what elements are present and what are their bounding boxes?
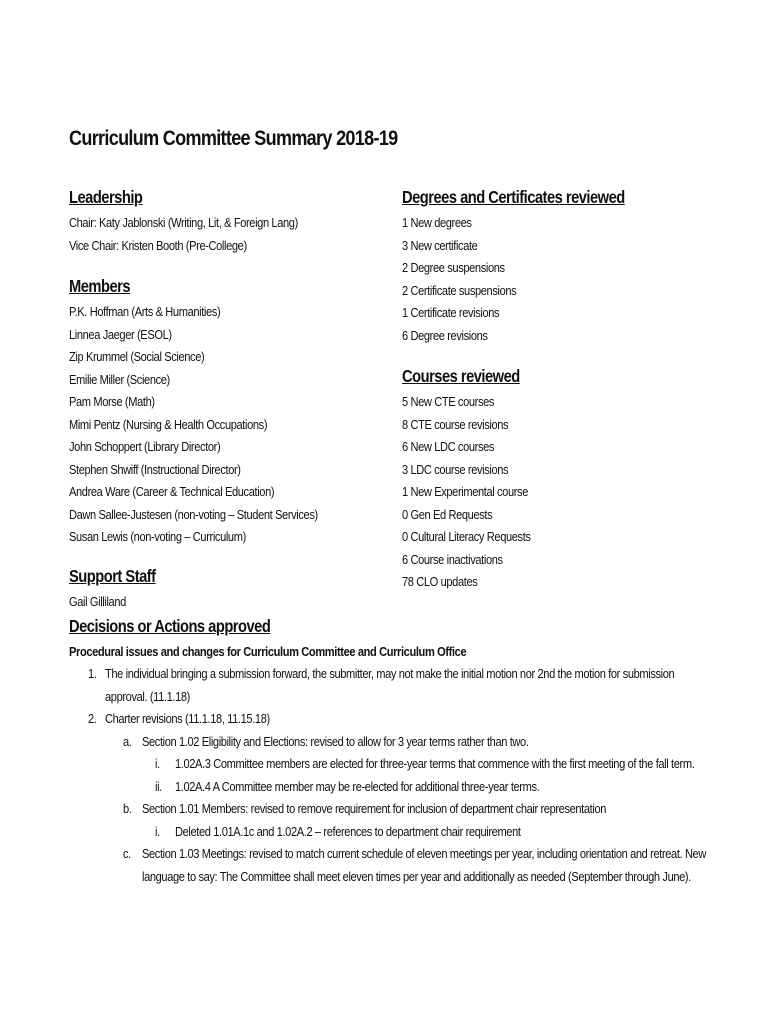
degrees-heading: Degrees and Certificates reviewed xyxy=(402,187,625,207)
member-line: Emilie Miller (Science) xyxy=(69,371,170,387)
member-line: Andrea Ware (Career & Technical Education) xyxy=(69,484,275,499)
item-marker: a. xyxy=(123,733,132,749)
course-line: 6 Course inactivations xyxy=(402,551,503,567)
item-text: Section 1.03 Meetings: revised to match current schedule of eleven meetings per year, including orientation and retreat. New xyxy=(142,846,706,861)
degrees-list xyxy=(402,212,702,347)
course-line: 3 LDC course revisions xyxy=(402,461,509,477)
member-line: Zip Krummel (Social Science) xyxy=(69,349,205,364)
courses-list xyxy=(402,391,702,594)
course-line: 6 New LDC courses xyxy=(402,439,495,454)
item-text: 1.02A.3 Committee members are elected for three-year terms that commence with the first meeting of the fall term. xyxy=(175,756,695,771)
course-line: 8 CTE course revisions xyxy=(402,416,509,432)
courses-heading: Courses reviewed xyxy=(402,366,520,386)
member-line: John Schoppert (Library Director) xyxy=(69,439,221,454)
leadership-list xyxy=(69,212,389,257)
members-heading: Members xyxy=(69,276,131,296)
item-text: Charter revisions (11.1.18, 11.15.18) xyxy=(105,711,270,726)
degree-line: 1 Certificate revisions xyxy=(402,305,500,320)
decisions-subheading: Procedural issues and changes for Curriculum Committee and Curriculum Office xyxy=(69,644,467,659)
item-marker: i. xyxy=(155,756,160,771)
course-line: 5 New CTE courses xyxy=(402,394,495,409)
course-line: 0 Gen Ed Requests xyxy=(402,506,493,522)
member-line: Linnea Jaeger (ESOL) xyxy=(69,326,172,342)
degree-line: 2 Degree suspensions xyxy=(402,260,505,275)
member-line: Mimi Pentz (Nursing & Health Occupations) xyxy=(69,416,268,432)
item-marker: c. xyxy=(123,846,131,861)
decision-item xyxy=(69,708,709,731)
item-text-continued: approval. (11.1.18) xyxy=(105,688,190,704)
item-text: Section 1.02 Eligibility and Elections: revised to allow for 3 year terms rather than two. xyxy=(142,733,529,749)
leadership-line: Chair: Katy Jablonski (Writing, Lit, & Foreign Lang) xyxy=(69,215,298,230)
decision-subitem xyxy=(69,798,709,821)
support-staff-line: Gail Gilliland xyxy=(69,593,126,609)
decision-subsubitem xyxy=(69,821,709,844)
item-marker: 1. xyxy=(88,666,97,681)
decisions-section xyxy=(69,613,709,888)
support-staff-heading: Support Staff xyxy=(69,565,156,586)
degree-line: 3 New certificate xyxy=(402,237,478,253)
right-column xyxy=(402,184,702,594)
decision-subitem xyxy=(69,731,709,754)
course-line: 1 New Experimental course xyxy=(402,484,529,499)
member-line: Pam Morse (Math) xyxy=(69,394,155,409)
document-title: Curriculum Committee Summary 2018-19 xyxy=(69,127,398,150)
degree-line: 2 Certificate suspensions xyxy=(402,282,517,298)
course-line: 78 CLO updates xyxy=(402,574,478,589)
item-text: 1.02A.4 A Committee member may be re-elected for additional three-year terms. xyxy=(175,778,540,794)
degree-line: 6 Degree revisions xyxy=(402,327,488,343)
leadership-heading: Leadership xyxy=(69,187,143,207)
item-marker: ii. xyxy=(155,778,162,794)
member-line: Dawn Sallee-Justesen (non-voting – Student Services) xyxy=(69,506,318,522)
item-text: Deleted 1.01A.1c and 1.02A.2 – references to department chair requirement xyxy=(175,823,521,839)
decisions-heading: Decisions or Actions approved xyxy=(69,616,271,636)
member-line: P.K. Hoffman (Arts & Humanities) xyxy=(69,304,221,319)
decision-subsubitem xyxy=(69,753,709,776)
left-column xyxy=(69,184,389,613)
item-text: Section 1.01 Members: revised to remove requirement for inclusion of department chair representation xyxy=(142,801,607,816)
decision-item xyxy=(69,663,709,708)
member-line: Stephen Shwiff (Instructional Director) xyxy=(69,461,241,477)
member-line: Susan Lewis (non-voting – Curriculum) xyxy=(69,529,246,544)
item-marker: 2. xyxy=(88,711,97,726)
members-list xyxy=(69,301,389,549)
decision-subsubitem xyxy=(69,776,709,799)
item-text-continued: language to say: The Committee shall meet eleven times per year and additionally as needed (September through June). xyxy=(142,868,691,884)
item-text: The individual bringing a submission forward, the submitter, may not make the initial motion nor 2nd the motion for submission xyxy=(105,666,675,681)
course-line: 0 Cultural Literacy Requests xyxy=(402,529,531,544)
leadership-line: Vice Chair: Kristen Booth (Pre-College) xyxy=(69,237,247,253)
item-marker: i. xyxy=(155,823,160,839)
decision-subitem xyxy=(69,843,709,888)
support-staff-list xyxy=(69,591,389,614)
item-marker: b. xyxy=(123,801,132,816)
degree-line: 1 New degrees xyxy=(402,215,472,230)
